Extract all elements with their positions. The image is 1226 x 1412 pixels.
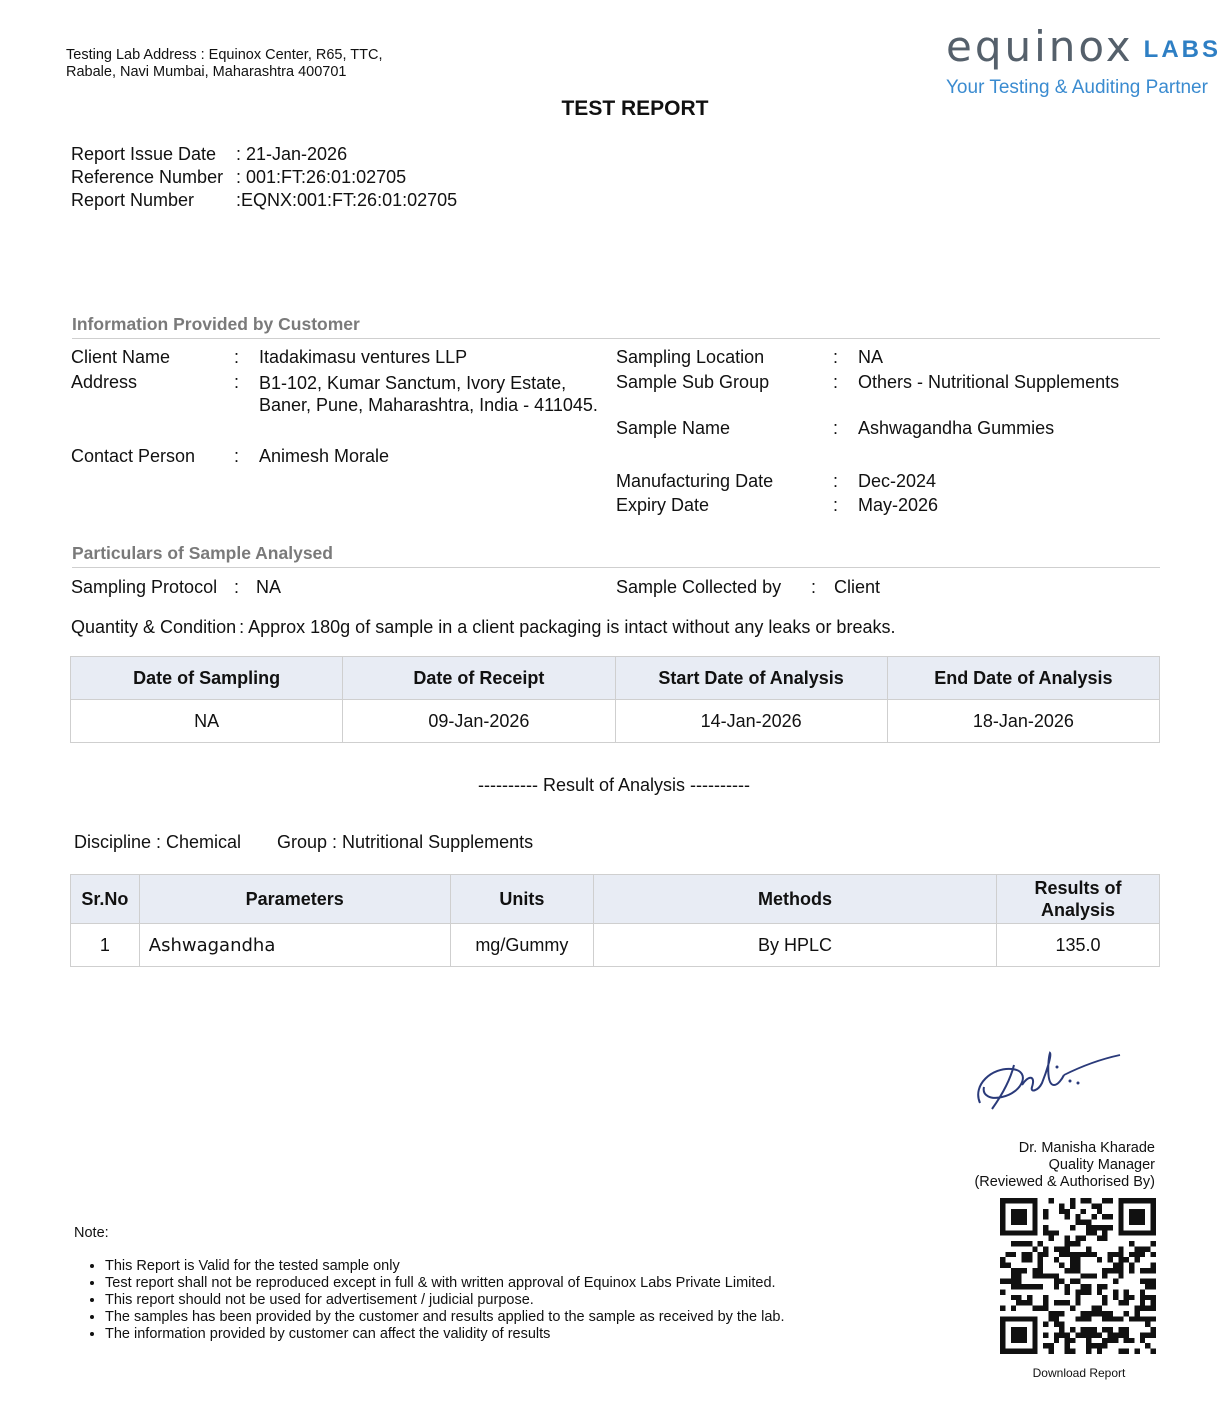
group: Group : Nutritional Supplements [277, 832, 534, 852]
manufacturing-date-value: Dec-2024 [858, 471, 937, 491]
contact-person-label: Contact Person [71, 446, 196, 466]
report-number-value: :EQNX:001:FT:26:01:02705 [236, 190, 458, 210]
sample-sub-group-value: Others - Nutritional Supplements [858, 372, 1120, 392]
colon: : [833, 495, 839, 515]
logo-tagline: Your Testing & Auditing Partner [946, 77, 1208, 98]
logo-labs: LABS [1143, 36, 1222, 63]
signer-name: Dr. Manisha Kharade [1018, 1140, 1155, 1156]
results-header: Results of Analysis [997, 875, 1160, 924]
notes [74, 1225, 784, 1343]
note-item: • Test report shall not be reproduced except in full & with written approval of Equinox Labs Private Limited. [105, 1275, 784, 1292]
reference-number-label: Reference Number [71, 167, 224, 187]
note-item: • This Report is Valid for the tested sample only [105, 1258, 784, 1275]
report-meta [71, 143, 457, 212]
parameter: Ashwagandha [139, 924, 450, 967]
colon: : [833, 347, 839, 367]
address-line-2: Baner, Pune, Maharashtra, India - 411045. [259, 395, 598, 415]
colon: : [234, 372, 240, 392]
sample-name-label: Sample Name [616, 418, 731, 438]
manufacturing-date-label: Manufacturing Date [616, 471, 774, 491]
dates-table [70, 656, 1160, 743]
colon: : [234, 446, 240, 466]
signer-role: Quality Manager [1048, 1157, 1155, 1173]
sampling-location-label: Sampling Location [616, 347, 765, 367]
dates-header: End Date of Analysis [887, 657, 1159, 700]
results-header: Units [450, 875, 593, 924]
note-item: • The samples has been provided by the customer and results applied to the sample as received by the lab. [105, 1309, 784, 1326]
sampling-protocol-value: NA [256, 577, 282, 597]
colon: : [234, 347, 240, 367]
results-header: Methods [594, 875, 997, 924]
quantity-condition-label: Quantity & Condition [71, 617, 237, 637]
result-heading: ---------- Result of Analysis ---------- [478, 775, 750, 795]
signature-image [962, 1045, 1127, 1115]
table-row [71, 924, 1160, 967]
signer-block [974, 1140, 1155, 1191]
note-item: • This report should not be used for advertisement / judicial purpose. [105, 1292, 784, 1309]
client-name-label: Client Name [71, 347, 171, 367]
results-header: Sr.No [71, 875, 140, 924]
results-table [70, 874, 1160, 967]
equinox-logo [946, 22, 1222, 99]
colon: : [833, 372, 839, 392]
report-number-label: Report Number [71, 190, 195, 210]
dates-header: Date of Sampling [71, 657, 343, 700]
dates-header: Start Date of Analysis [615, 657, 887, 700]
colon: : [833, 471, 839, 491]
sample-section-heading: Particulars of Sample Analysed [72, 543, 1160, 568]
signer-note: (Reviewed & Authorised By) [974, 1174, 1155, 1190]
start-date-of-analysis: 14-Jan-2026 [615, 700, 887, 743]
colon: : [234, 577, 240, 597]
results-header: Parameters [139, 875, 450, 924]
note-item: • The information provided by customer can affect the validity of results [105, 1326, 784, 1343]
report-issue-date-label: Report Issue Date [71, 144, 217, 164]
expiry-date-label: Expiry Date [616, 495, 710, 515]
sampling-location-value: NA [858, 347, 884, 367]
sr-no: 1 [71, 924, 140, 967]
colon: : [833, 418, 839, 438]
address-line-1: B1-102, Kumar Sanctum, Ivory Estate, [259, 373, 567, 393]
sampling-protocol-label: Sampling Protocol [71, 577, 218, 597]
client-name-value: Itadakimasu ventures LLP [259, 347, 468, 367]
page-title: TEST REPORT [561, 97, 709, 120]
end-date-of-analysis: 18-Jan-2026 [887, 700, 1159, 743]
logo-wordmark: equinox [946, 22, 1134, 71]
colon: : [811, 577, 817, 597]
sample-collected-value: Client [834, 577, 881, 597]
reference-number-value: : 001:FT:26:01:02705 [236, 167, 407, 187]
quantity-condition-value: : Approx 180g of sample in a client packaging is intact without any leaks or breaks. [239, 617, 896, 637]
lab-address: Testing Lab Address : Equinox Center, R65, TTC, Rabale, Navi Mumbai, Maharashtra 400701 [66, 47, 383, 80]
sample-sub-group-label: Sample Sub Group [616, 372, 770, 392]
customer-section-heading: Information Provided by Customer [72, 314, 1160, 339]
address-label: Address [71, 372, 138, 392]
discipline: Discipline : Chemical [74, 832, 242, 852]
report-issue-date-value: : 21-Jan-2026 [236, 144, 348, 164]
download-report-label: Download Report [1032, 1366, 1126, 1380]
sample-name-value: Ashwagandha Gummies [858, 418, 1055, 438]
unit: mg/Gummy [450, 924, 593, 967]
date-of-sampling: NA [71, 700, 343, 743]
result-value: 135.0 [997, 924, 1160, 967]
dates-header: Date of Receipt [343, 657, 615, 700]
date-of-receipt: 09-Jan-2026 [343, 700, 615, 743]
address-value [259, 372, 598, 416]
contact-person-value: Animesh Morale [259, 446, 390, 466]
qr-code-icon[interactable] [1000, 1198, 1156, 1354]
sample-collected-label: Sample Collected by [616, 577, 782, 597]
notes-heading: Note: [74, 1225, 109, 1241]
quantity-condition [71, 617, 895, 638]
method: By HPLC [594, 924, 997, 967]
expiry-date-value: May-2026 [858, 495, 939, 515]
